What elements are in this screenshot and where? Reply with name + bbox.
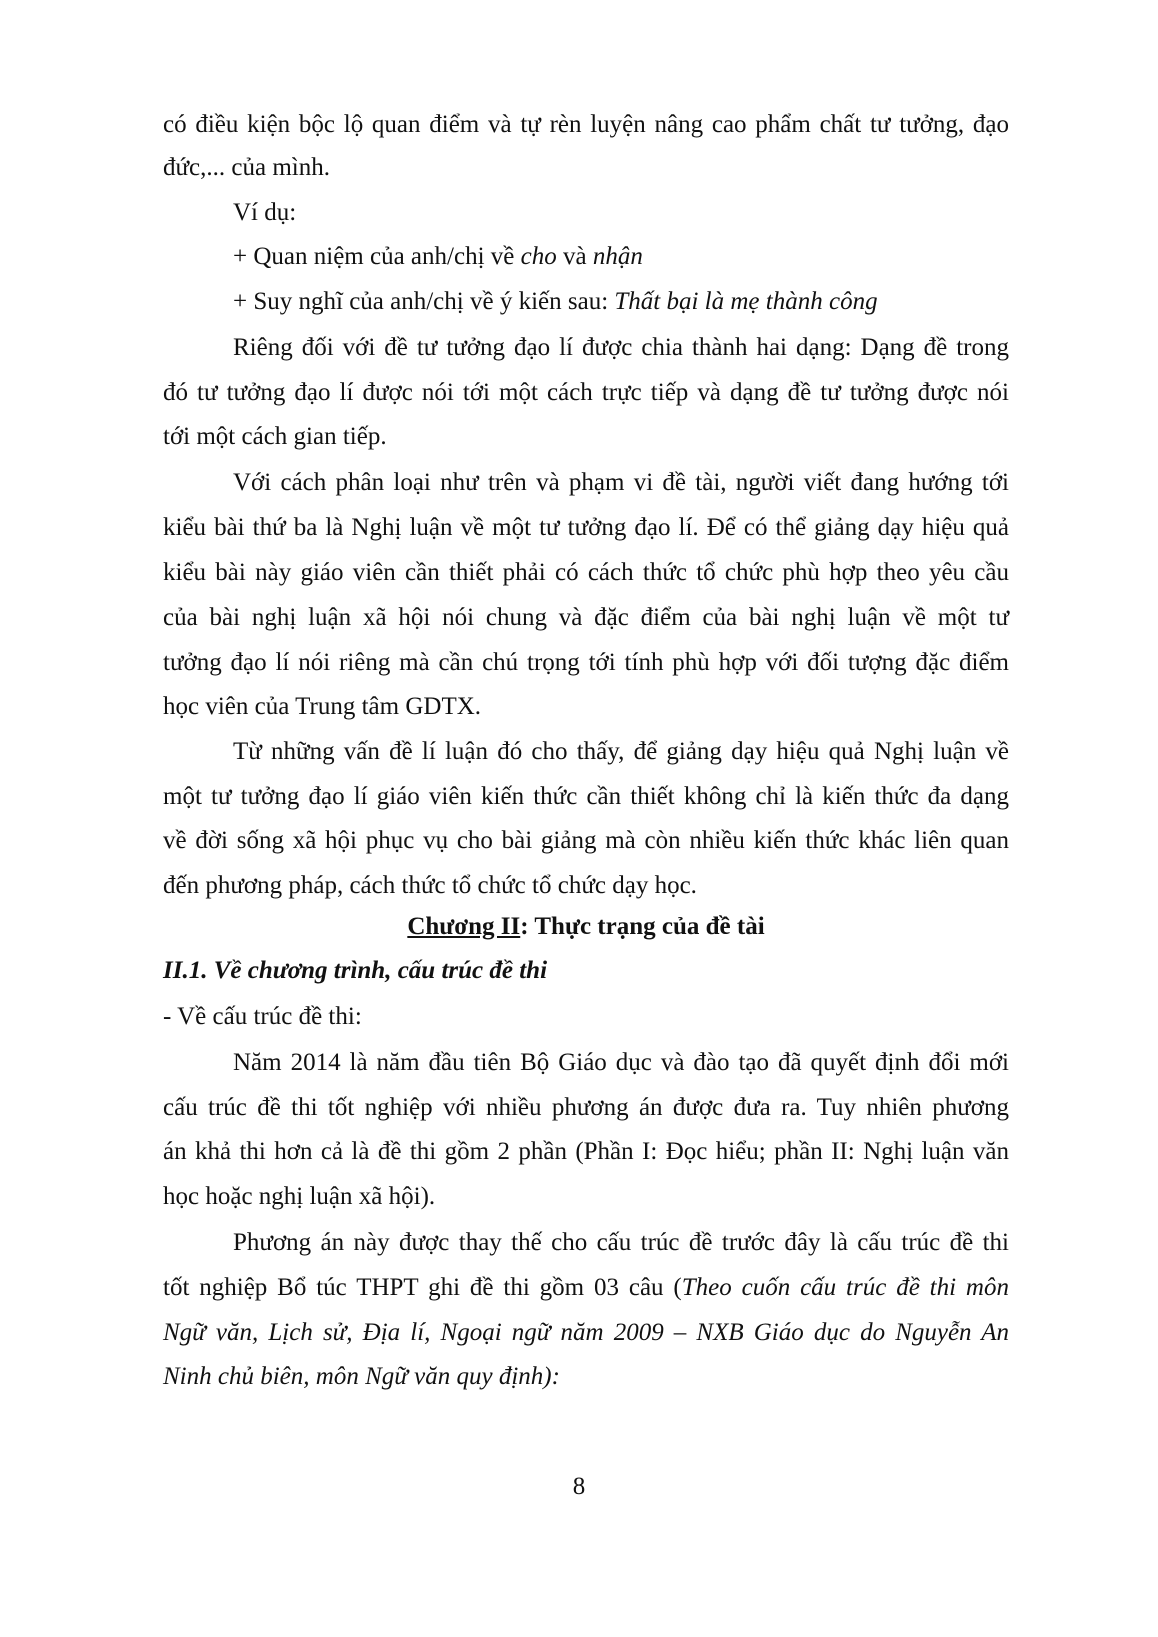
text-line: của bài nghị luận xã hội nói chung và đặc điểm của bài nghị luận về một tư: [163, 604, 1009, 631]
text-line: tốt nghiệp Bổ túc THPT ghi đề thi gồm 03 câu (Theo cuốn cấu trúc đề thi môn: [163, 1274, 1009, 1301]
text-line: Riêng đối với đề tư tưởng đạo lí được chia thành hai dạng: Dạng đề trong: [233, 334, 1009, 361]
text-line: Năm 2014 là năm đầu tiên Bộ Giáo dục và đào tạo đã quyết định đổi mới: [233, 1049, 1009, 1076]
text-line: tưởng đạo lí nói riêng mà cần chú trọng tới tính phù hợp với đối tượng đặc điểm: [163, 649, 1009, 676]
text-line: án khả thi hơn cả là đề thi gồm 2 phần (Phần I: Đọc hiểu; phần II: Nghị luận văn: [163, 1138, 1009, 1165]
text-line: có điều kiện bộc lộ quan điểm và tự rèn luyện nâng cao phẩm chất tư tưởng, đạo: [163, 111, 1009, 138]
chapter-heading: Chương II: Thực trạng của đề tài: [407, 913, 765, 940]
text-line: Ninh chủ biên, môn Ngữ văn quy định):: [163, 1363, 560, 1390]
text-line: Phương án này được thay thế cho cấu trúc đề trước đây là cấu trúc đề thi: [233, 1229, 1009, 1256]
page-number: 8: [572, 1473, 586, 1500]
text-line: Với cách phân loại như trên và phạm vi đề tài, người viết đang hướng tới: [233, 469, 1009, 496]
text-line: Từ những vấn đề lí luận đó cho thấy, để giảng dạy hiệu quả Nghị luận về: [233, 738, 1009, 765]
text-line: đến phương pháp, cách thức tổ chức tổ chức dạy học.: [163, 872, 697, 899]
text-line: học viên của Trung tâm GDTX.: [163, 693, 482, 720]
text-line: cấu trúc đề thi tốt nghiệp với nhiều phương án được đưa ra. Tuy nhiên phương: [163, 1094, 1009, 1121]
text-line: Ngữ văn, Lịch sử, Địa lí, Ngoại ngữ năm 2009 – NXB Giáo dục do Nguyễn An: [163, 1319, 1009, 1346]
text-line: tới một cách gian tiếp.: [163, 423, 387, 450]
text-line: học hoặc nghị luận xã hội).: [163, 1183, 436, 1210]
text-line: kiểu bài thứ ba là Nghị luận về một tư tưởng đạo lí. Để có thể giảng dạy hiệu quả: [163, 514, 1009, 541]
text-line: kiểu bài này giáo viên cần thiết phải có cách thức tổ chức phù hợp theo yêu cầu: [163, 559, 1009, 586]
text-line: đó tư tưởng đạo lí được nói tới một cách trực tiếp và dạng đề tư tưởng được nói: [163, 379, 1009, 406]
example-line: + Suy nghĩ của anh/chị về ý kiến sau: Thất bại là mẹ thành công: [233, 288, 878, 315]
section-heading: II.1. Về chương trình, cấu trúc đề thi: [163, 957, 548, 984]
text-line: về đời sống xã hội phục vụ cho bài giảng mà còn nhiều kiến thức khác liên quan: [163, 827, 1009, 854]
text-line: - Về cấu trúc đề thi:: [163, 1003, 362, 1030]
text-line: đức,... của mình.: [163, 154, 330, 181]
example-line: + Quan niệm của anh/chị về cho và nhận: [233, 243, 643, 270]
text-line: một tư tưởng đạo lí giáo viên kiến thức cần thiết không chỉ là kiến thức đa dạng: [163, 783, 1009, 810]
text-line: Ví dụ:: [233, 199, 297, 226]
